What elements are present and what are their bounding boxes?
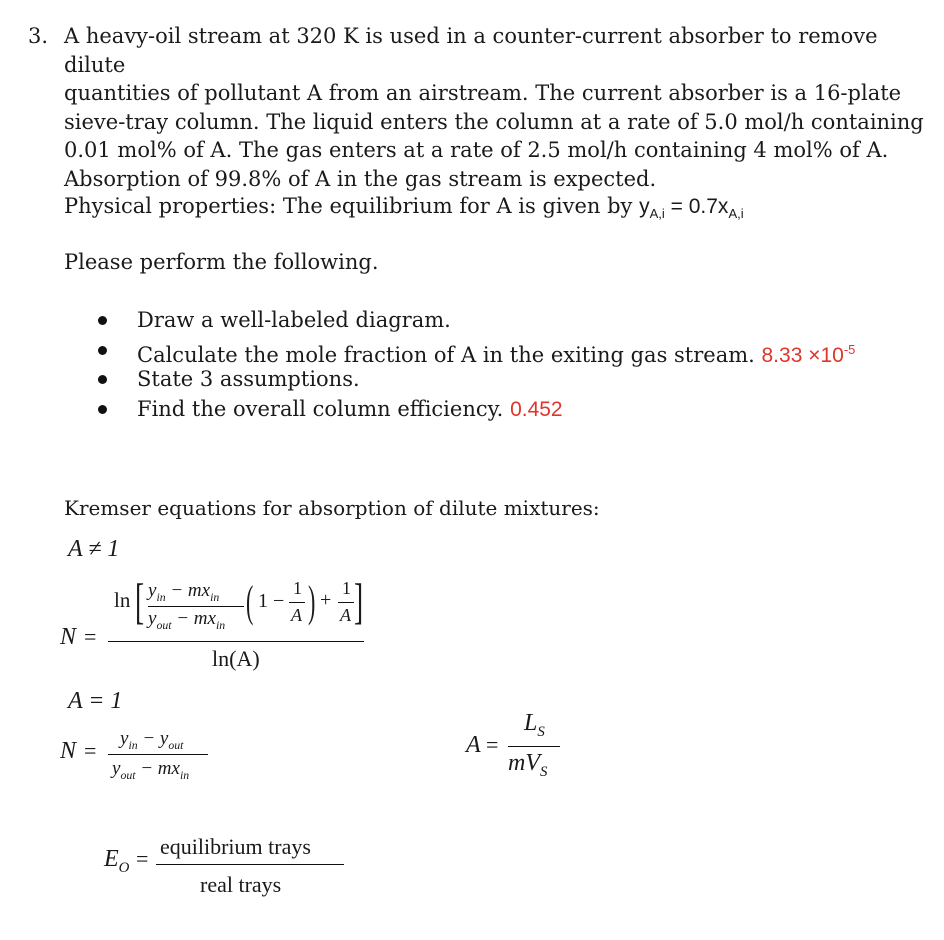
absorption-factor-definition bbox=[466, 712, 576, 788]
main-fraction-bar bbox=[108, 641, 364, 642]
problem-line: quantities of pollutant A from an airstream. The current absorber is a 16-plate bbox=[64, 81, 902, 105]
problem-line: A heavy-oil stream at 320 K is used in a counter-current absorber to remove dilute bbox=[64, 24, 878, 77]
problem-line: Absorption of 99.8% of A in the gas stream is expected. bbox=[64, 166, 657, 191]
inner-denominator: $y_{out} - mx_{in}$ bbox=[148, 608, 226, 632]
left-bracket: [ bbox=[135, 573, 145, 629]
equals: = bbox=[136, 846, 149, 871]
real-trays: real trays bbox=[200, 872, 282, 897]
equals: = bbox=[486, 732, 499, 757]
equilibrium-trays: equilibrium trays bbox=[160, 834, 311, 859]
case-a-not-1: A ≠ 1 bbox=[68, 536, 120, 562]
task-text: Find the overall column efficiency. bbox=[137, 396, 504, 421]
equals: = bbox=[84, 624, 97, 649]
mVs-symbol: $mV_S$ bbox=[508, 750, 548, 780]
eq-y: y bbox=[639, 195, 650, 218]
task-text: Draw a well-labeled diagram. bbox=[137, 308, 451, 332]
bullet-icon bbox=[98, 316, 107, 325]
list-item bbox=[98, 306, 898, 336]
list-item bbox=[98, 336, 898, 366]
right-paren: ) bbox=[308, 577, 316, 626]
answer-exit-mole-fraction: $8.33 \times 10^{-5}$ bbox=[761, 341, 856, 367]
ln-A: ln(A) bbox=[212, 646, 260, 671]
problem-number: 3. bbox=[28, 24, 49, 48]
answer-efficiency: 0.452 bbox=[510, 397, 563, 421]
one: 1 bbox=[342, 578, 351, 598]
bullet-icon bbox=[98, 405, 107, 414]
physical-properties-label: Physical properties: The equilibrium for A is given by bbox=[64, 194, 640, 218]
eq-mid: = 0.7x bbox=[664, 195, 729, 218]
right-bracket: ] bbox=[354, 573, 364, 629]
inner-numerator: $y_{in} - mx_{in}$ bbox=[148, 580, 220, 604]
eq-sub: A,i bbox=[728, 206, 744, 222]
problem-line: sieve-tray column. The liquid enters the column at a rate of 5.0 mol/h containing bbox=[64, 109, 924, 134]
fraction-bar bbox=[108, 754, 208, 755]
list-item bbox=[98, 395, 898, 425]
A-symbol: A bbox=[466, 732, 481, 758]
Ls-symbol: $L_S$ bbox=[524, 710, 545, 740]
fraction-bar bbox=[156, 864, 344, 865]
A-symbol: A bbox=[291, 605, 302, 625]
task-text: State 3 assumptions. bbox=[137, 367, 360, 391]
plus: + bbox=[320, 589, 332, 611]
Eo-symbol: $E_O$ bbox=[104, 846, 130, 876]
bullet-icon bbox=[98, 375, 107, 384]
perform-heading: Please perform the following. bbox=[64, 250, 379, 274]
left-paren: ( bbox=[246, 577, 254, 626]
eq-sub: A,i bbox=[649, 206, 665, 222]
N-symbol: N bbox=[60, 624, 77, 650]
task-list bbox=[98, 306, 898, 424]
kremser-equation-1 bbox=[60, 570, 380, 685]
bullet-icon bbox=[98, 346, 107, 355]
problem-line: 0.01 mol% of A. The gas enters at a rate of 2.5 mol/h containing 4 mol% of A. bbox=[64, 138, 889, 162]
physical-properties bbox=[64, 192, 744, 229]
efficiency-equation bbox=[104, 832, 364, 902]
numerator: $y_{in} - y_{out}$ bbox=[120, 728, 184, 752]
denominator: $y_{out} - mx_{in}$ bbox=[112, 758, 190, 782]
kremser-title: Kremser equations for absorption of dilute mixtures: bbox=[64, 496, 600, 520]
ln-label: ln bbox=[114, 588, 131, 612]
N-symbol: N bbox=[60, 738, 77, 764]
small-fraction-bar bbox=[338, 602, 354, 603]
case-a-equals-1: A = 1 bbox=[68, 688, 123, 714]
equals: = bbox=[84, 738, 97, 763]
one-minus: 1 − bbox=[258, 590, 285, 612]
kremser-equation-2 bbox=[60, 728, 260, 798]
list-item bbox=[98, 365, 898, 395]
A-symbol: A bbox=[340, 605, 351, 625]
small-fraction-bar bbox=[289, 602, 305, 603]
fraction-bar bbox=[508, 746, 560, 747]
one: 1 bbox=[293, 578, 302, 598]
task-text: Calculate the mole fraction of A in the exiting gas stream. bbox=[137, 342, 755, 367]
problem-paragraph bbox=[64, 22, 934, 193]
